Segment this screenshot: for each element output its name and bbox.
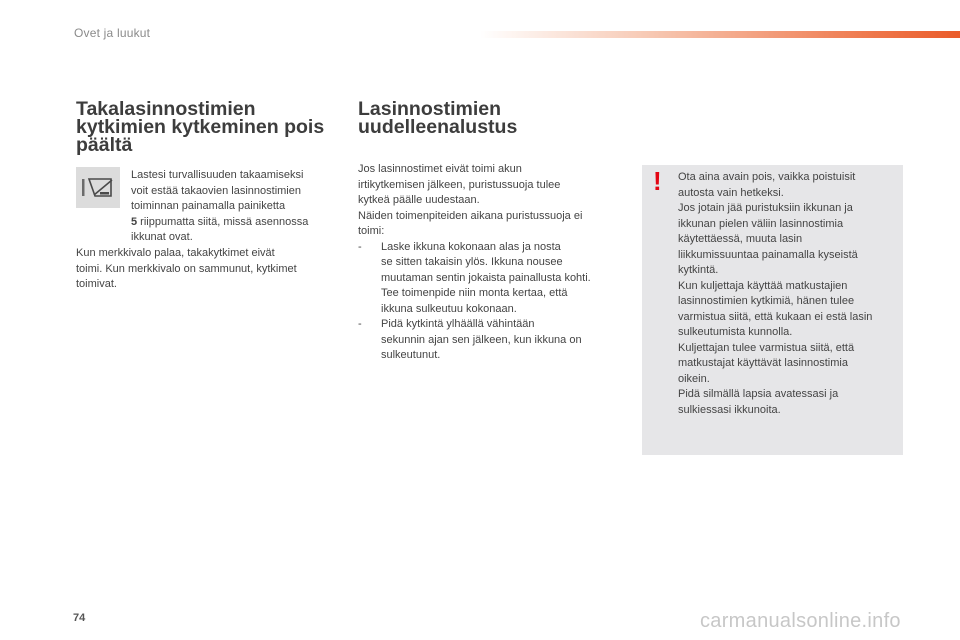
warning-line-14: oikein. (678, 372, 710, 385)
left-column-title (76, 100, 346, 154)
watermark: carmanualsonline.info (700, 610, 901, 632)
middle-intro-line-4: Näiden toimenpiteiden aikana puristussuoja ei (358, 209, 583, 222)
middle-title-line-1: Lasinnostimien (358, 98, 502, 120)
warning-line-2: autosta vain hetkeksi. (678, 186, 784, 199)
step-1-line-4: Tee toimenpide niin monta kertaa, että (381, 287, 568, 299)
warning-text (678, 170, 900, 418)
warning-line-11: sulkeutumista kunnolla. (678, 326, 793, 338)
list-dash: - (358, 318, 362, 330)
header-accent-bar (480, 31, 960, 38)
left-intro-line-4: riippumatta siitä, missä asennossa (137, 215, 309, 228)
warning-line-6: liikkumissuuntaa painamalla kyseistä (678, 248, 858, 261)
step-1-line-5: ikkuna sulkeutuu kokonaan. (381, 302, 517, 315)
middle-body (358, 162, 633, 364)
warning-line-10: varmistua siitä, että kukaan ei estä lasin (678, 310, 873, 323)
middle-intro-line-5: toimi: (358, 225, 385, 237)
warning-line-1: Ota aina avain pois, vaikka poistuisit (678, 171, 856, 183)
warning-line-9: lasinnostimien kytkimiä, hänen tulee (678, 295, 855, 307)
section-title: Ovet ja luukut (74, 26, 151, 40)
warning-line-13: matkustajat käyttävät lasinnostimia (678, 357, 848, 369)
list-item (358, 317, 633, 364)
step-2-line-2: sekunnin ajan sen jälkeen, kun ikkuna on (381, 333, 582, 346)
warning-exclamation-icon: ! (653, 166, 662, 196)
step-1-line-3: muutaman sentin jokaista painallusta kohti. (381, 271, 591, 284)
warning-line-16: sulkiessasi ikkunoita. (678, 403, 781, 416)
middle-intro-line-2: irtikytkemisen jälkeen, puristussuoja tulee (358, 178, 561, 191)
warning-line-3: Jos jotain jää puristuksiin ikkunan ja (678, 202, 853, 214)
button-number: 5 (131, 215, 138, 228)
page-number: 74 (73, 612, 86, 624)
left-intro-line-1: Lastesi turvallisuuden takaamiseksi (131, 169, 304, 181)
list-item (358, 240, 633, 318)
warning-line-8: Kun kuljettaja käyttää matkustajien (678, 279, 848, 292)
left-note-paragraph (76, 246, 346, 293)
left-intro-line-5: ikkunat ovat. (131, 231, 193, 243)
step-2-line-3: sulkeutunut. (381, 349, 441, 361)
middle-title-line-2: uudelleenalustus (358, 116, 518, 138)
warning-line-15: Pidä silmällä lapsia avatessasi ja (678, 388, 839, 400)
warning-line-4: ikkunan pielen väliin lasinnostimia (678, 217, 844, 230)
left-intro-paragraph (131, 168, 341, 246)
middle-column-title (358, 100, 628, 136)
left-title-line-1: Takalasinnostimien (76, 98, 256, 120)
left-intro-line-2: voit estää takaovien lasinnostimien (131, 184, 301, 197)
left-note-line-2: toimi. Kun merkkivalo on sammunut, kytkimet (76, 262, 297, 275)
warning-line-5: käytettäessä, muuta lasin (678, 233, 803, 245)
left-note-line-1: Kun merkkivalo palaa, takakytkimet eivät (76, 247, 275, 259)
step-1-line-2: se sitten takaisin ylös. Ikkuna nousee (381, 256, 563, 268)
warning-line-12: Kuljettajan tulee varmistua siitä, että (678, 341, 855, 354)
left-intro-line-3: toiminnan painamalla painiketta (131, 200, 286, 212)
left-note-line-3: toimivat. (76, 278, 117, 290)
left-title-line-3: päältä (76, 134, 133, 156)
middle-intro-line-1: Jos lasinnostimet eivät toimi akun (358, 163, 522, 175)
rear-window-lock-switch-icon (76, 167, 120, 208)
step-2-line-1: Pidä kytkintä ylhäällä vähintään (381, 318, 535, 330)
left-title-line-2: kytkimien kytkeminen pois (76, 116, 325, 138)
middle-intro-line-3: kytkeä päälle uudestaan. (358, 194, 480, 206)
step-1-line-1: Laske ikkuna kokonaan alas ja nosta (381, 240, 561, 253)
list-dash: - (358, 240, 362, 253)
warning-line-7: kytkintä. (678, 264, 719, 276)
